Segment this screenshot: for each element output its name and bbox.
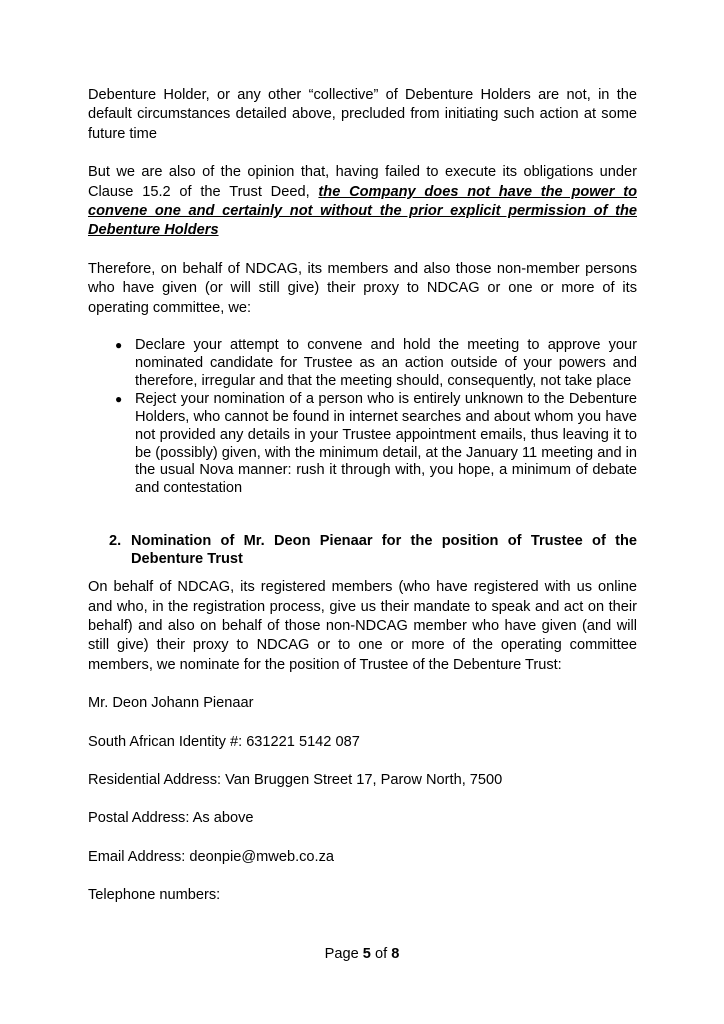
of-word: of: [374, 946, 388, 962]
nominee-telephone: Telephone numbers:: [88, 887, 221, 904]
list-item: [88, 391, 637, 498]
bullet-icon: ●: [115, 391, 123, 406]
paragraph-1: Debenture Holder, or any other “collective” of Debenture Holders are not, in the default circumstances detailed above, precluded from initiating such action at some future time: [88, 87, 637, 142]
section-heading: [88, 532, 637, 568]
nominee-identity: South African Identity #: 631221 5142 087: [88, 733, 360, 750]
page-number: 5: [362, 946, 371, 962]
paragraph-2: [88, 163, 637, 241]
page-total: 8: [391, 946, 400, 962]
paragraph-2-emphasis: the Company does not have the power to convene one and certainly not without the prior explicit permission of the Debenture Holders: [88, 183, 637, 239]
nominee-email: Email Address: deonpie@mweb.co.za: [88, 848, 335, 865]
nominee-residential-address: Residential Address: Van Bruggen Street 17, Parow North, 7500: [88, 772, 503, 789]
document-body: [88, 86, 637, 906]
list-item-text: Reject your nomination of a person who is entirely unknown to the Debenture Holders, who cannot be found in internet searches and about whom you have not provided any details in your Trustee appointment emails, thus leaving it to be (possibly) given, with the minimum detail, at the January 11 meeting and in the usual Nova manner: rush it through with, you hope, a minimum of debate and contestation: [135, 390, 637, 497]
nominee-name: Mr. Deon Johann Pienaar: [88, 695, 254, 712]
bullet-list: [88, 337, 637, 498]
page-footer: [0, 946, 724, 962]
paragraph-2-lead: But we are also of the opinion that, having failed to execute its obligations under Clause 15.2 of the Trust Deed,: [88, 164, 637, 200]
bullet-icon: ●: [115, 338, 123, 353]
paragraph-4: On behalf of NDCAG, its registered members (who have registered with us online and who, in the registration process, give us their mandate to speak and act on their behalf) and also on behalf of those non-NDCAG member who have given (and will still give) their proxy to NDCAG or to one or more of the operating committee members, we nominate for the position of Trustee of the Debenture Trust:: [88, 579, 637, 673]
page-word: Page: [324, 946, 359, 962]
list-item: [88, 337, 637, 391]
section-title: Nomination of Mr. Deon Pienaar for the position of Trustee of the Debenture Trust: [131, 533, 637, 568]
paragraph-3: Therefore, on behalf of NDCAG, its members and also those non-member persons who have given (or will still give) their proxy to NDCAG or one or more of its operating committee, we:: [88, 260, 637, 316]
nominee-postal-address: Postal Address: As above: [88, 810, 254, 827]
list-item-text: Declare your attempt to convene and hold the meeting to approve your nominated candidate for Trustee as an action outside of your powers and therefore, irregular and that the meeting should, consequently, not take place: [135, 337, 637, 389]
section-number: 2.: [109, 533, 122, 550]
